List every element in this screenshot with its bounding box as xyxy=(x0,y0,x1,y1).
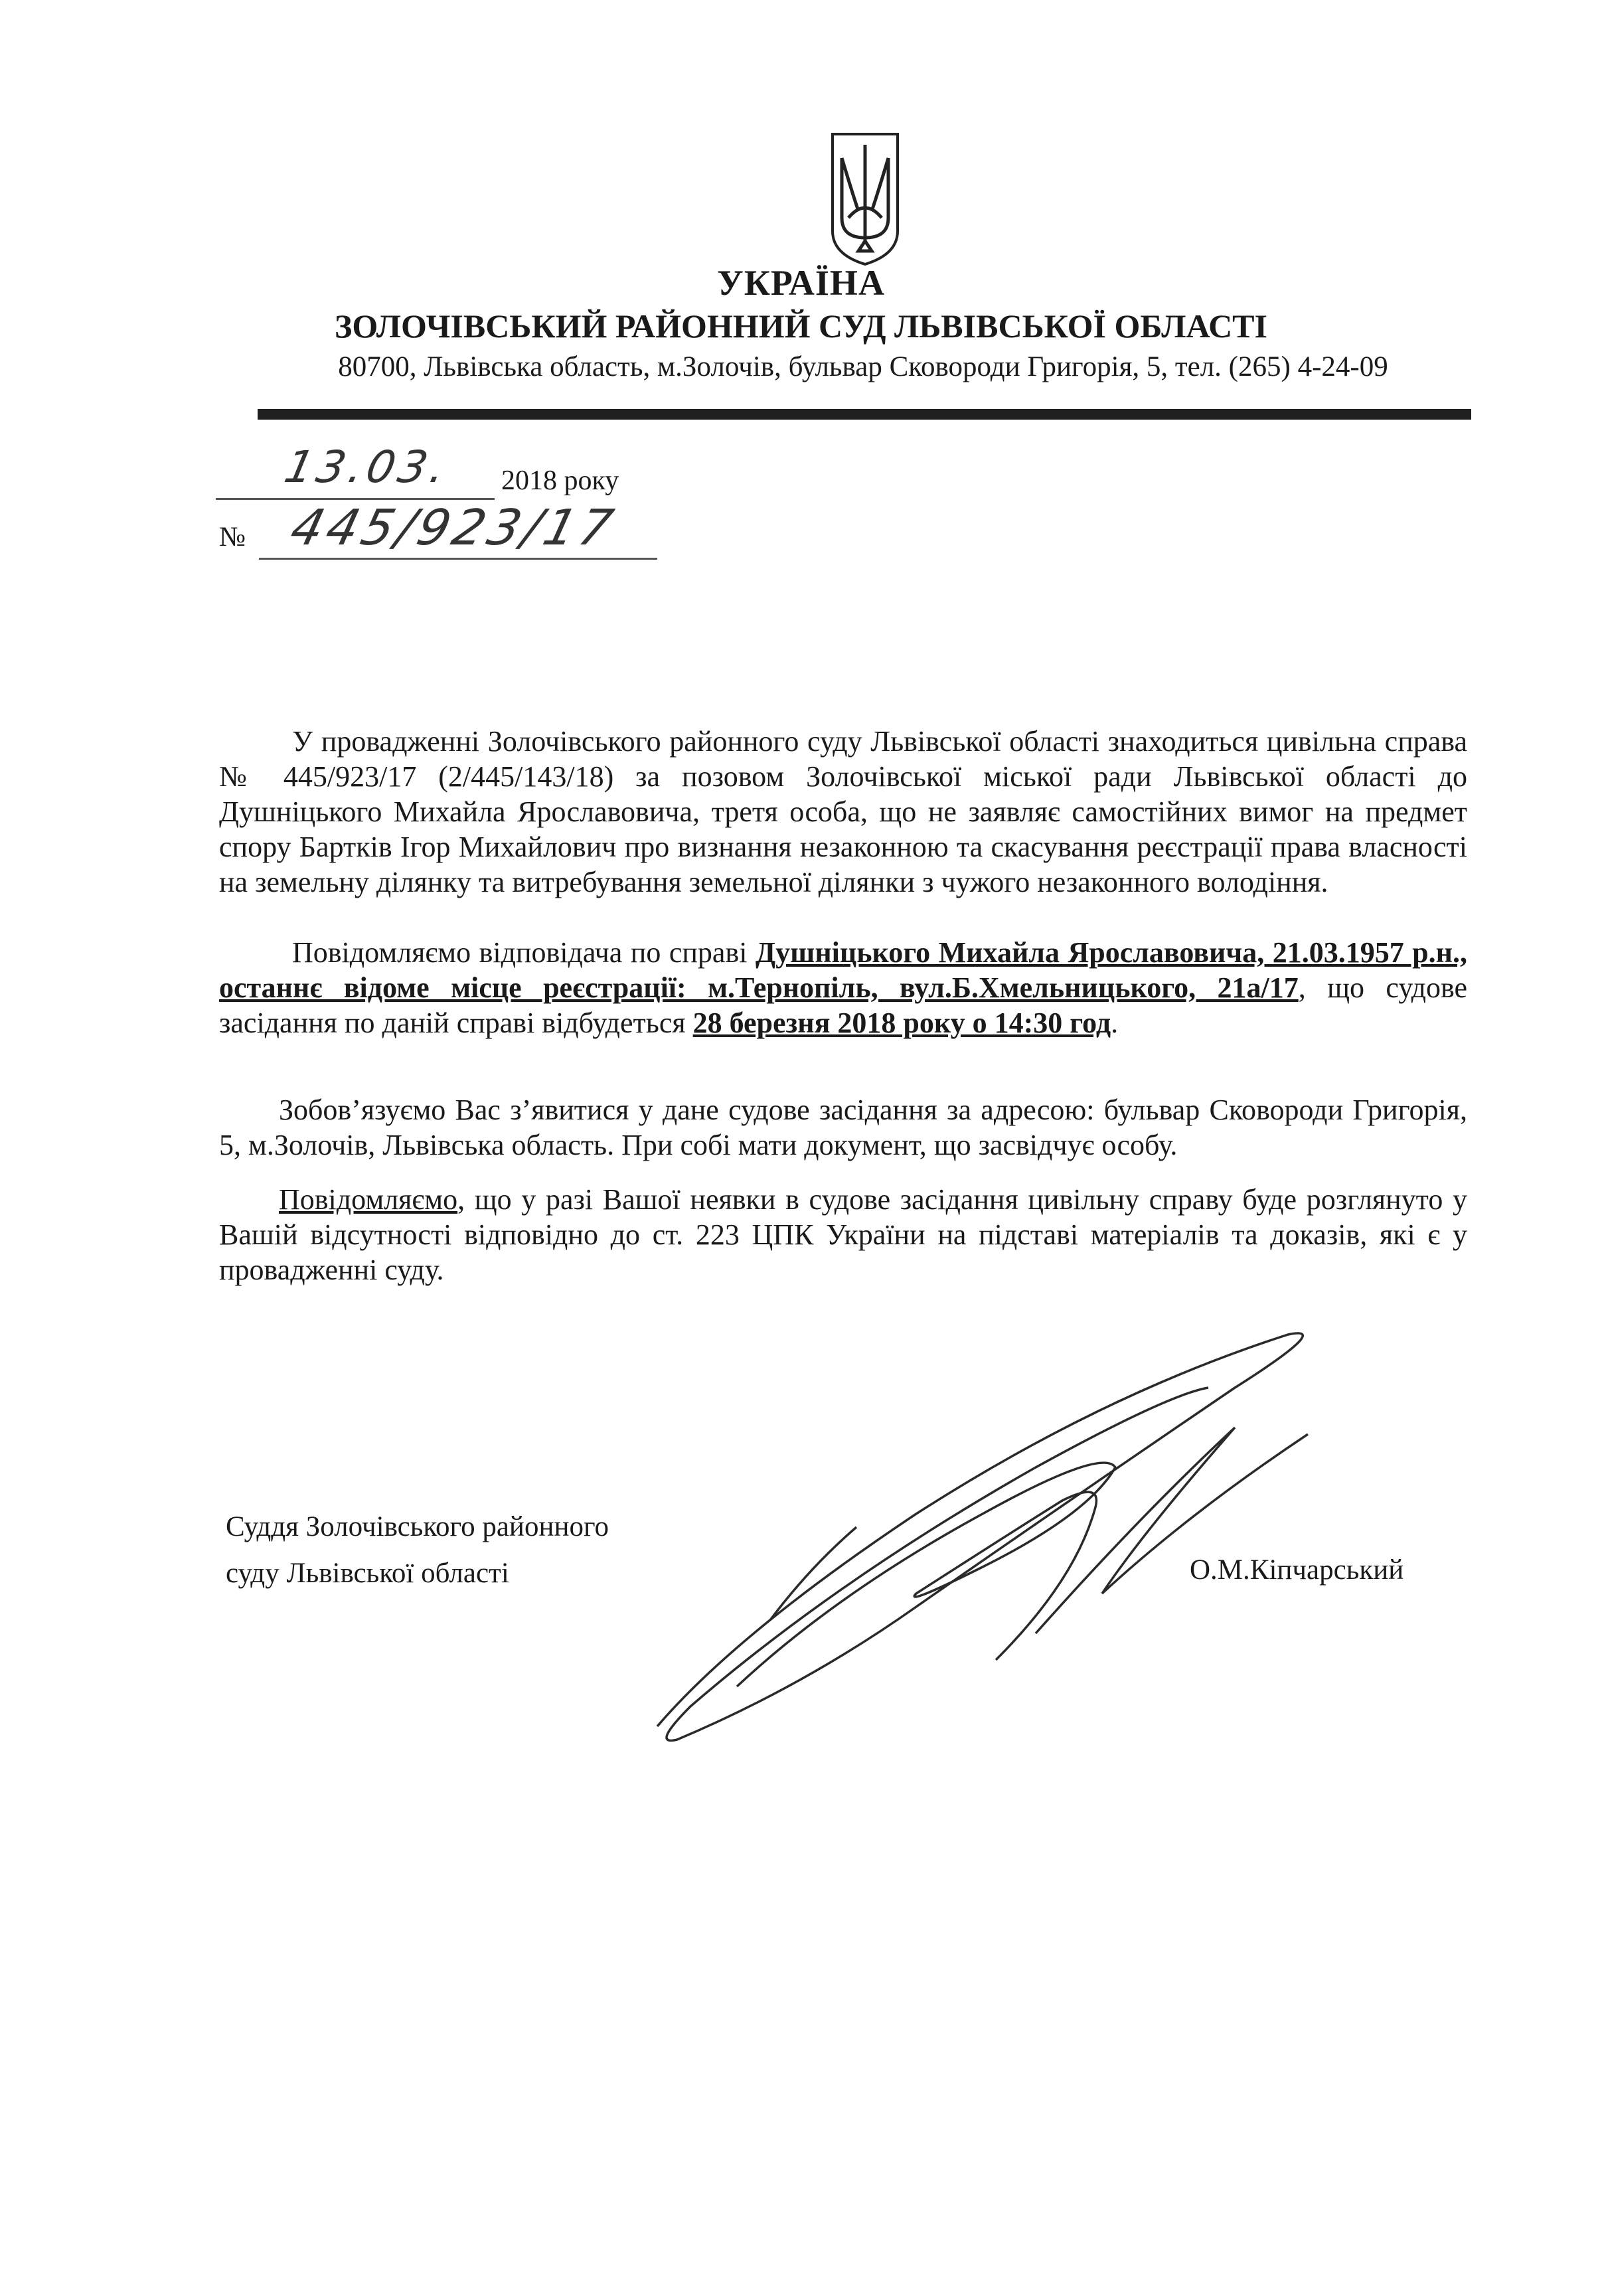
header-divider xyxy=(258,409,1471,420)
handwritten-case-number: 445/923/17 xyxy=(285,499,623,556)
court-address: 80700, Львівська область, м.Золочів, бульвар Сковороди Григорія, 5, тел. (265) 4-24-09 xyxy=(338,351,1388,382)
judge-title xyxy=(226,1504,609,1597)
paragraph-text: Зобов’язуємо Вас з’явитися у дане судове засідання за адресою: бульвар Сковороди Григорія, 5, м.Золочів, Львівська область. При собі мати документ, що засвідчує особу. xyxy=(219,1094,1467,1161)
defendant-details: Душніцького Михайла Ярославовича, 21.03.1957 р.н., останнє відоме місце реєстрації: м.Тернопіль, вул.Б.Хмельницького, 21а/17 xyxy=(219,936,1467,1004)
paragraph-notice xyxy=(219,935,1467,1040)
paragraph-summons xyxy=(219,1092,1467,1163)
notice-end: . xyxy=(1111,1007,1119,1039)
hearing-datetime: 28 березня 2018 року о 14:30 год xyxy=(692,1007,1111,1039)
paragraph-case-description xyxy=(219,724,1467,900)
date-year: 2018 року xyxy=(501,465,619,496)
warning-text: , що у разі Вашої неявки в судове засідання цивільну справу буде розглянуто у Вашій відсутності відповідно до ст. 223 ЦПК України на підставі матеріалів та доказів, які є у провадженні суду. xyxy=(219,1183,1467,1286)
judge-title-line2: суду Львівської області xyxy=(226,1558,509,1589)
country-heading: УКРАЇНА xyxy=(717,263,885,303)
handwritten-signature xyxy=(637,1315,1500,1753)
paragraph-text: У провадженні Золочівського районного суду Львівської області знаходиться цивільна справа № 445/923/17 (2/445/143/18) за позовом Золочівської міської ради Львівської області до Душніцького Михайла Ярославовича, третя особа, що не заявляє самостійних вимог на предмет спору Бартків Ігор Михайлович про визнання незаконною та скасування реєстрації права власності на земельну ділянку та витребування земельної ділянки з чужого незаконного володіння. xyxy=(219,725,1467,898)
handwritten-date: 13.03. xyxy=(280,442,455,493)
judge-title-line1: Суддя Золочівського районного xyxy=(226,1511,609,1542)
notice-start: Повідомляємо відповідача по справі xyxy=(292,936,756,969)
paragraph-warning xyxy=(219,1182,1467,1287)
judge-name: О.М.Кіпчарський xyxy=(1190,1554,1404,1586)
number-sign: № xyxy=(219,522,246,552)
warning-lead: Повідомляємо xyxy=(279,1183,458,1216)
notice-middle: , що судове засідання по даній справі відбудеться xyxy=(219,971,1467,1039)
trident-emblem-icon xyxy=(829,131,902,268)
court-name-heading: ЗОЛОЧІВСЬКИЙ РАЙОННИЙ СУД ЛЬВІВСЬКОЇ ОБЛАСТІ xyxy=(335,307,1267,345)
